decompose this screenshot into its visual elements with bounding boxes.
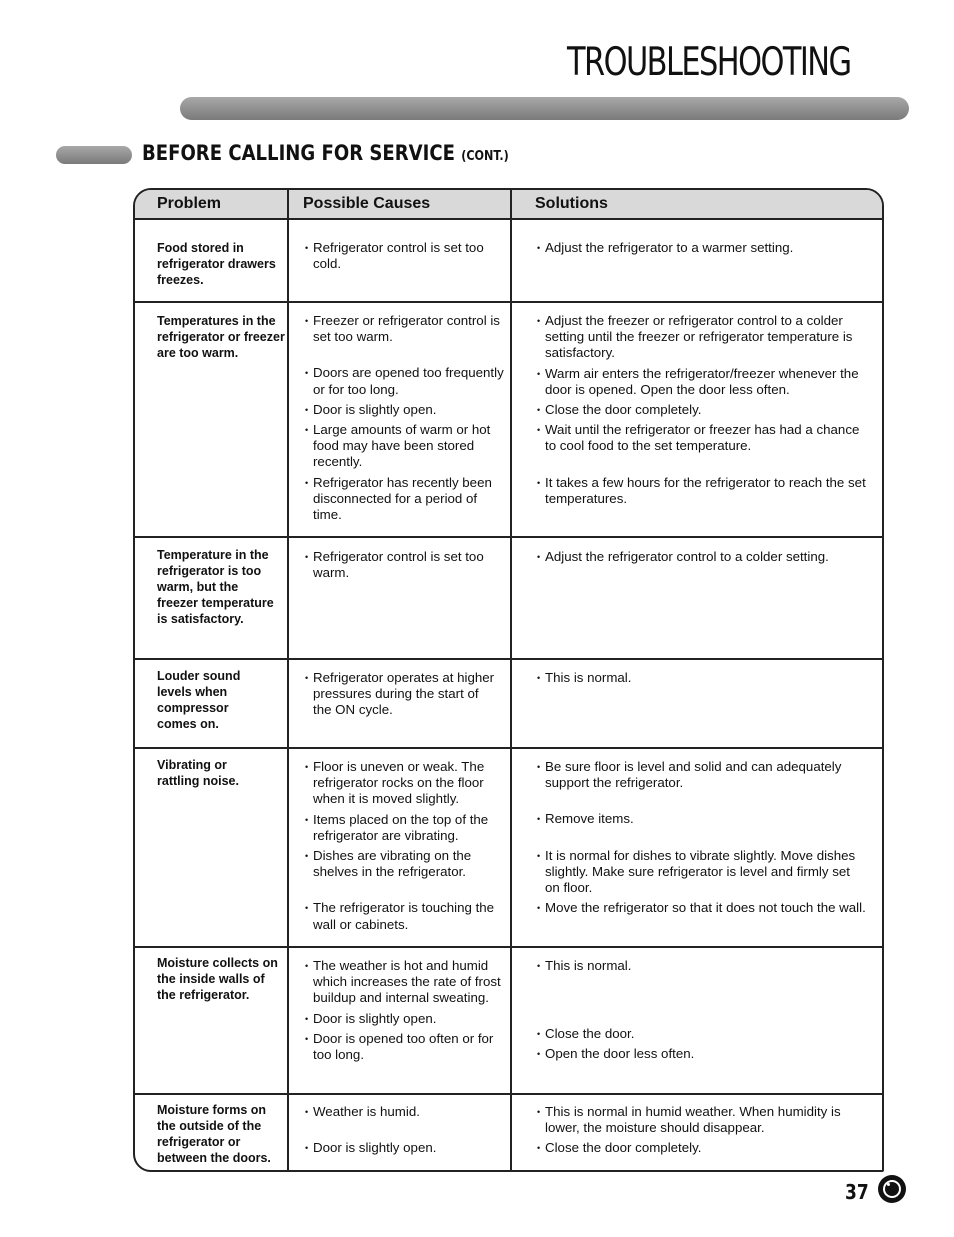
section-title xyxy=(142,141,509,165)
row-causes xyxy=(305,549,505,585)
solution-item: • Close the door. xyxy=(537,1026,867,1042)
row-problem: Louder sound levels when compressor comes on. xyxy=(157,669,241,731)
row-solutions xyxy=(537,313,867,511)
cause-item: • Items placed on the top of the refrigerator are vibrating. xyxy=(305,812,505,844)
cause-item: • Floor is uneven or weak. The refrigerator rocks on the floor when it is moved slightly. xyxy=(305,759,505,808)
solution-item: • Move the refrigerator so that it does not touch the wall. xyxy=(537,900,867,916)
title-bar xyxy=(180,97,909,120)
row-problem: Moisture collects on the inside walls of the refrigerator. xyxy=(157,956,278,1002)
table-header xyxy=(135,190,882,220)
cause-item: • Weather is humid. xyxy=(305,1104,505,1120)
cause-item: • Refrigerator operates at higher pressures during the start of the ON cycle. xyxy=(305,670,497,719)
solution-item: • Remove items. xyxy=(537,811,867,827)
row-problem: Vibrating or rattling noise. xyxy=(157,758,239,788)
cause-item: • Door is slightly open. xyxy=(305,1140,505,1156)
solution-item: • It is normal for dishes to vibrate slightly. Move dishes slightly. Make sure refrigerator is level and firmly set on floor. xyxy=(537,848,867,897)
cause-item: • Dishes are vibrating on the shelves in the refrigerator. xyxy=(305,848,505,880)
row-divider xyxy=(135,1093,882,1095)
logo-ring xyxy=(883,1180,901,1198)
row-problem: Temperature in the refrigerator is too warm, but the freezer temperature is satisfactory. xyxy=(157,548,274,626)
solution-item: • Warm air enters the refrigerator/freezer whenever the door is opened. Open the door less often. xyxy=(537,366,867,398)
solution-item: • Adjust the freezer or refrigerator control to a colder setting until the freezer or refrigerator temperature is satisfactory. xyxy=(537,313,867,362)
page-title: TROUBLESHOOTING xyxy=(566,40,850,85)
solution-item: • Open the door less often. xyxy=(537,1046,867,1062)
cause-item: • Doors are opened too frequently or for too long. xyxy=(305,365,505,397)
cause-item: • Door is opened too often or for too long. xyxy=(305,1031,505,1063)
page-number: 37 xyxy=(845,1180,869,1204)
cause-item: • The weather is hot and humid which increases the rate of frost buildup and internal sweating. xyxy=(305,958,505,1007)
troubleshooting-table xyxy=(133,188,884,1172)
row-solutions xyxy=(537,240,867,260)
row-causes xyxy=(305,670,497,723)
row-divider xyxy=(135,946,882,948)
header-solutions: Solutions xyxy=(535,195,608,212)
cause-item: • Door is slightly open. xyxy=(305,1011,505,1027)
row-divider xyxy=(135,747,882,749)
row-solutions xyxy=(537,958,867,1067)
row-solutions xyxy=(537,1104,867,1161)
cause-item: • Large amounts of warm or hot food may have been stored recently. xyxy=(305,422,505,471)
column-divider xyxy=(287,190,289,1170)
header-problem: Problem xyxy=(157,195,222,212)
row-causes xyxy=(305,1104,505,1160)
solution-item: • This is normal. xyxy=(537,958,867,974)
cause-item: • Freezer or refrigerator control is set too warm. xyxy=(305,313,505,345)
row-solutions xyxy=(537,759,867,920)
cause-item: • Refrigerator control is set too cold. xyxy=(305,240,505,272)
row-problem: Moisture forms on the outside of the refrigerator or between the doors. xyxy=(157,1103,271,1165)
row-causes xyxy=(305,958,505,1067)
solution-item: • This is normal. xyxy=(537,670,867,686)
row-divider xyxy=(135,536,882,538)
section-cont-label: (CONT.) xyxy=(461,149,509,164)
cause-item: • The refrigerator is touching the wall or cabinets. xyxy=(305,900,505,932)
row-causes xyxy=(305,759,505,937)
section-pill xyxy=(56,146,132,164)
solution-item: • Adjust the refrigerator control to a colder setting. xyxy=(537,549,867,565)
solution-item: • Wait until the refrigerator or freezer has had a chance to cool food to the set temperature. xyxy=(537,422,867,454)
row-problem: Temperatures in the refrigerator or freezer are too warm. xyxy=(157,314,285,360)
solution-item: • Be sure floor is level and solid and can adequately support the refrigerator. xyxy=(537,759,867,791)
row-problem: Food stored in refrigerator drawers freezes. xyxy=(157,241,276,287)
solution-item: • Adjust the refrigerator to a warmer setting. xyxy=(537,240,867,256)
cause-item: • Door is slightly open. xyxy=(305,402,505,418)
solution-item: • Close the door completely. xyxy=(537,402,867,418)
logo-dot xyxy=(887,1183,890,1186)
row-causes xyxy=(305,240,505,276)
solution-item: • This is normal in humid weather. When humidity is lower, the moisture should disappear. xyxy=(537,1104,867,1136)
row-divider xyxy=(135,301,882,303)
header-causes: Possible Causes xyxy=(303,195,431,212)
lg-logo-icon xyxy=(878,1175,906,1203)
column-divider xyxy=(510,190,512,1170)
solution-item: • Close the door completely. xyxy=(537,1140,867,1156)
section-title-text: BEFORE CALLING FOR SERVICE xyxy=(142,141,455,165)
row-divider xyxy=(135,658,882,660)
row-solutions xyxy=(537,549,867,569)
cause-item: • Refrigerator has recently been disconnected for a period of time. xyxy=(305,475,505,524)
solution-item: • It takes a few hours for the refrigerator to reach the set temperatures. xyxy=(537,475,867,507)
row-causes xyxy=(305,313,505,527)
row-solutions xyxy=(537,670,867,690)
cause-item: • Refrigerator control is set too warm. xyxy=(305,549,505,581)
